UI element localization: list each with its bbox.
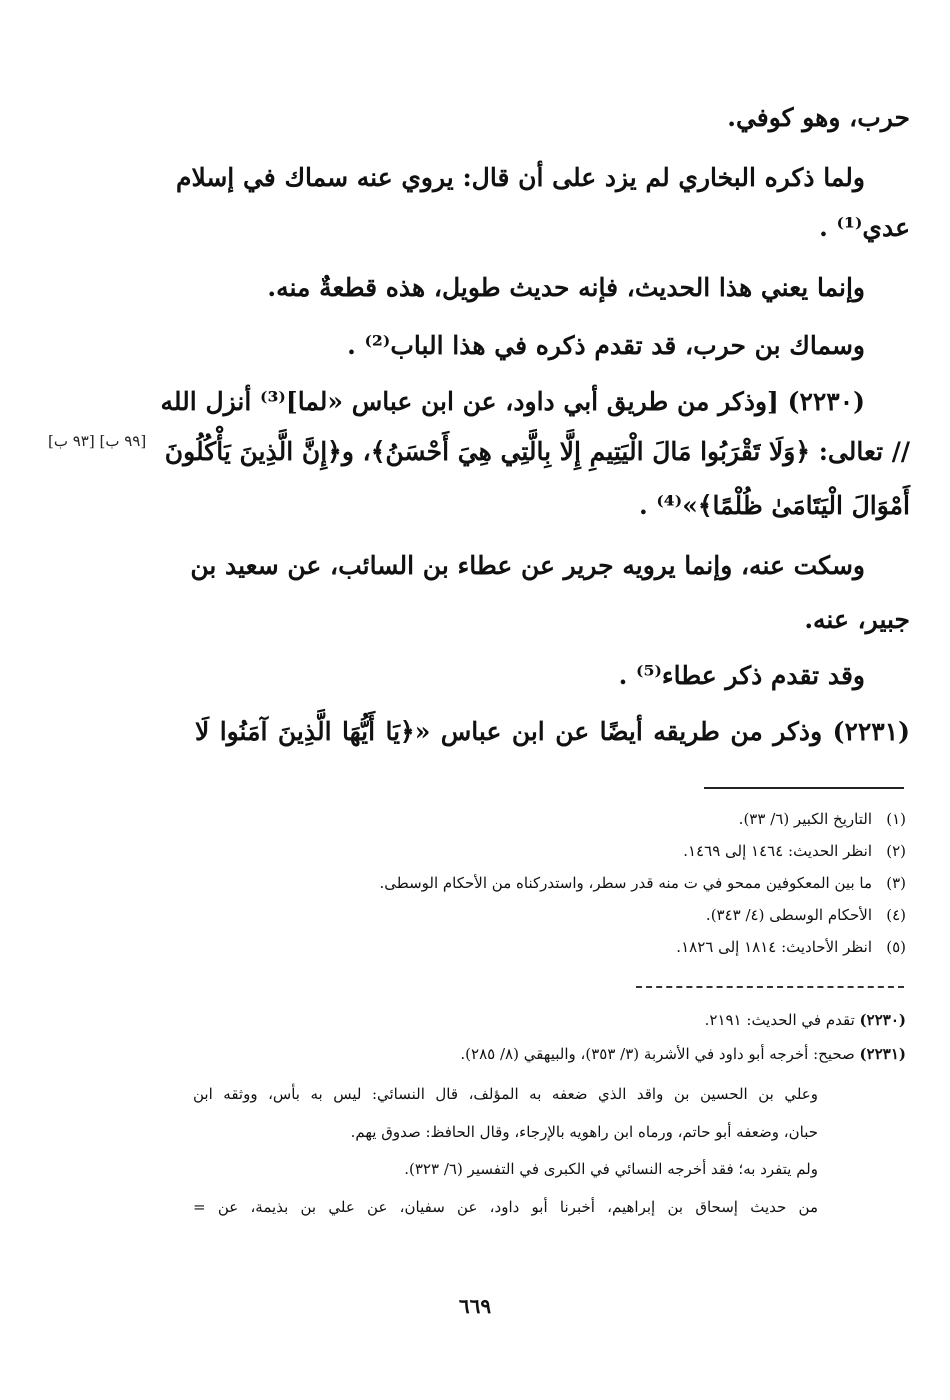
footnote-text: انظر الحديث: ١٤٦٤ إلى ١٤٦٩. (683, 842, 872, 860)
body-line-7 (164, 432, 910, 472)
quran-quote-1: ﴿وَلَا تَقْرَبُوا مَالَ الْيَتِيمِ إِلَّا بِالَّتِي هِيَ أَحْسَنُ﴾ (370, 437, 810, 466)
body-line-8-text: »⁽⁴⁾ . (638, 491, 698, 520)
hadith-number-2231: (٢٢٣١) (832, 717, 910, 746)
footnote-separator (704, 787, 904, 789)
body-line-12 (195, 712, 910, 752)
footnote-number: (٢) (886, 842, 906, 860)
takhrij-detail-line-4: من حديث إسحاق بن إبراهيم، أخبرنا أبو داود، عن سفيان، عن علي بن بذيمة، عن = (193, 1198, 818, 1216)
body-line-2: ولما ذكره البخاري لم يزد على أن قال: يروي عنه سماك في إسلام (175, 163, 865, 192)
takhrij-note-2230 (191, 1009, 906, 1031)
body-line-12-text: وذكر من طريقه أيضًا عن ابن عباس « (414, 717, 833, 746)
footnote-number: (٣) (886, 874, 906, 892)
takhrij-note-2231 (191, 1043, 906, 1065)
quran-quote-3: ﴿يَا أَيُّهَا الَّذِينَ آمَنُوا لَا (195, 717, 415, 746)
conjunction-text: ، و (341, 437, 371, 466)
footnote-1 (191, 808, 906, 830)
quran-quote-2-start: ﴿إِنَّ الَّذِينَ يَأْكُلُونَ (164, 437, 342, 466)
takhrij-detail-line-1: وعلي بن الحسين بن واقد الذي ضعفه به المؤلف، قال النسائي: ليس به بأس، ووثقه ابن (193, 1085, 818, 1103)
takhrij-detail-line-2: حبان، وضعفه أبو حاتم، ورماه ابن راهويه بالإرجاء، وقال الحافظ: صدوق يهم. (350, 1123, 818, 1141)
footnote-5 (191, 936, 906, 958)
quran-quote-2-end: أَمْوَالَ الْيَتَامَىٰ ظُلْمًا﴾ (697, 491, 910, 520)
takhrij-separator (636, 986, 904, 988)
takhrij-detail-line-3: ولم يتفرد به؛ فقد أخرجه النسائي في الكبرى في التفسير (٦/ ٣٢٣). (404, 1160, 818, 1178)
body-line-9: وسكت عنه، وإنما يرويه جرير عن عطاء بن السائب، عن سعيد بن (190, 551, 865, 580)
hadith-number-2230: (٢٢٣٠) (787, 387, 865, 416)
footnote-4 (191, 904, 906, 926)
body-line-10: جبير، عنه. (804, 605, 910, 634)
page-marker-text: // تعالى: (810, 437, 910, 466)
body-line-3: عدي⁽¹⁾ . (819, 213, 910, 242)
body-line-11: وقد تقدم ذكر عطاء⁽⁵⁾ . (618, 661, 865, 690)
body-line-6-text: [وذكر من طريق أبي داود، عن ابن عباس «لما]⁽³⁾ أنزل الله (160, 387, 779, 416)
body-line-8 (195, 486, 910, 526)
body-line-5: وسماك بن حرب، قد تقدم ذكره في هذا الباب⁽²⁾ . (347, 331, 865, 360)
takhrij-number: (٢٢٣١) (859, 1045, 906, 1063)
takhrij-number: (٢٢٣٠) (859, 1011, 906, 1029)
takhrij-text: صحيح: أخرجه أبو داود في الأشربة (٣/ ٣٥٣)، والبيهقي (٨/ ٢٨٥). (460, 1045, 860, 1063)
footnote-2 (191, 840, 906, 862)
footnote-text: ما بين المعكوفين ممحو في ت منه قدر سطر، واستدركناه من الأحكام الوسطى. (379, 874, 872, 892)
footnote-text: التاريخ الكبير (٦/ ٣٣). (738, 810, 872, 828)
body-line-1: حرب، وهو كوفي. (727, 103, 910, 132)
manuscript-side-reference: [٩٩ ب] [٩٣ ب] (48, 432, 147, 450)
body-line-4: وإنما يعني هذا الحديث، فإنه حديث طويل، هذه قطعةٌ منه. (267, 273, 865, 302)
footnote-number: (١) (886, 810, 906, 828)
footnote-3 (191, 872, 906, 894)
footnote-number: (٥) (886, 938, 906, 956)
page-number: ٦٦٩ (458, 1294, 492, 1318)
footnote-number: (٤) (886, 906, 906, 924)
footnote-text: انظر الأحاديث: ١٨١٤ إلى ١٨٢٦. (676, 938, 872, 956)
footnote-text: الأحكام الوسطى (٤/ ٣٤٣). (705, 906, 872, 924)
body-line-6 (160, 382, 865, 422)
takhrij-text: تقدم في الحديث: ٢١٩١. (704, 1011, 860, 1029)
